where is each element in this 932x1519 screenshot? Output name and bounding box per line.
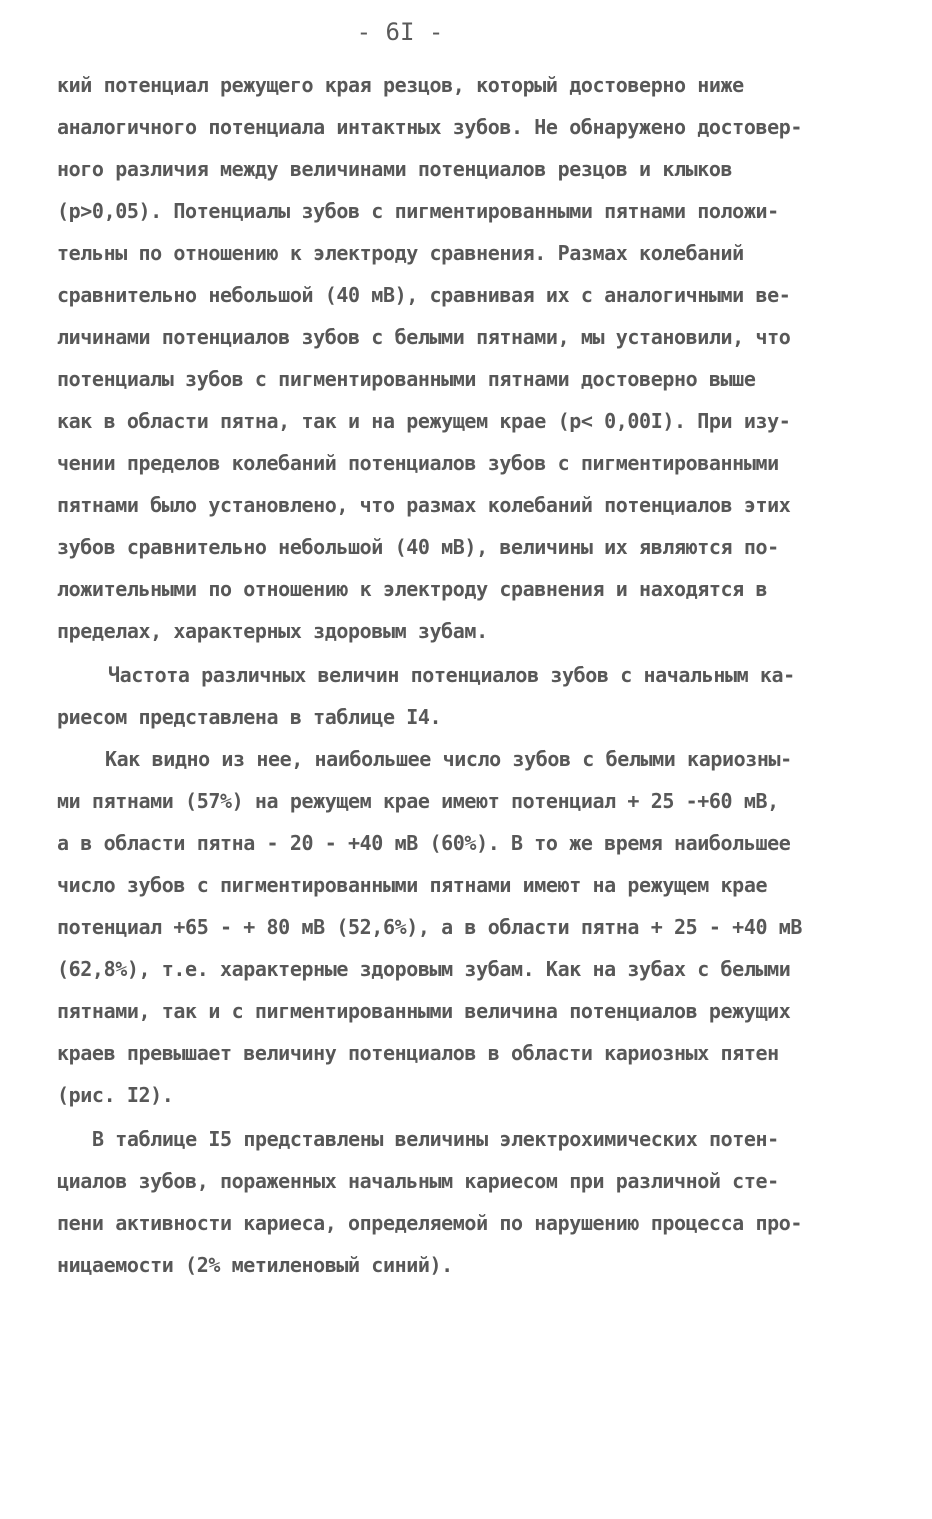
text-line-15: Частота различных величин потенциалов зубов с начальным ка- (108, 663, 795, 687)
text-line-5: тельны по отношению к электроду сравнения. Размах колебаний (57, 241, 744, 265)
text-line-19: а в области пятна - 20 - +40 мВ (60%). В то же время наибольшее (57, 831, 791, 855)
text-line-25: (рис. I2). (57, 1083, 174, 1107)
text-line-18: ми пятнами (57%) на режущем крае имеют потенциал + 25 -+60 мВ, (57, 789, 779, 813)
text-line-10: чении пределов колебаний потенциалов зубов с пигментированными (57, 451, 779, 475)
text-line-27: циалов зубов, пораженных начальным кариесом при различной сте- (57, 1169, 779, 1193)
text-line-29: ницаемости (2% метиленовый синий). (57, 1253, 453, 1277)
text-line-7: личинами потенциалов зубов с белыми пятнами, мы установили, что (57, 325, 791, 349)
text-line-8: потенциалы зубов с пигментированными пятнами достоверно выше (57, 367, 756, 391)
text-line-16: риесом представлена в таблице I4. (57, 705, 442, 729)
text-line-6: сравнительно небольшой (40 мВ), сравнивая их с аналогичными ве- (57, 283, 791, 307)
text-line-21: потенциал +65 - + 80 мВ (52,6%), а в области пятна + 25 - +40 мВ (57, 915, 803, 939)
text-line-17: Как видно из нее, наибольшее число зубов с белыми кариозны- (105, 747, 792, 771)
text-line-12: зубов сравнительно небольшой (40 мВ), величины их являются по- (57, 535, 779, 559)
text-line-11: пятнами было установлено, что размах колебаний потенциалов этих (57, 493, 791, 517)
text-line-24: краев превышает величину потенциалов в области кариозных пятен (57, 1041, 779, 1065)
text-line-9: как в области пятна, так и на режущем крае (p< 0,00I). При изу- (57, 409, 791, 433)
text-line-26: В таблице I5 представлены величины электрохимических потен- (92, 1127, 779, 1151)
text-line-28: пени активности кариеса, определяемой по нарушению процесса про- (57, 1211, 803, 1235)
page-number: - 6I - (356, 18, 444, 46)
text-line-3: ного различия между величинами потенциалов резцов и клыков (57, 157, 733, 181)
text-line-1: кий потенциал режущего края резцов, который достоверно ниже (57, 73, 744, 97)
text-line-4: (p>0,05). Потенциалы зубов с пигментированными пятнами положи- (57, 199, 779, 223)
text-line-13: ложительными по отношению к электроду сравнения и находятся в (57, 577, 768, 601)
text-line-22: (62,8%), т.е. характерные здоровым зубам. Как на зубах с белыми (57, 957, 791, 981)
text-line-20: число зубов с пигментированными пятнами имеют на режущем крае (57, 873, 768, 897)
text-line-23: пятнами, так и с пигментированными величина потенциалов режущих (57, 999, 791, 1023)
text-line-2: аналогичного потенциала интактных зубов. Не обнаружено достовер- (57, 115, 803, 139)
text-line-14: пределах, характерных здоровым зубам. (57, 619, 488, 643)
